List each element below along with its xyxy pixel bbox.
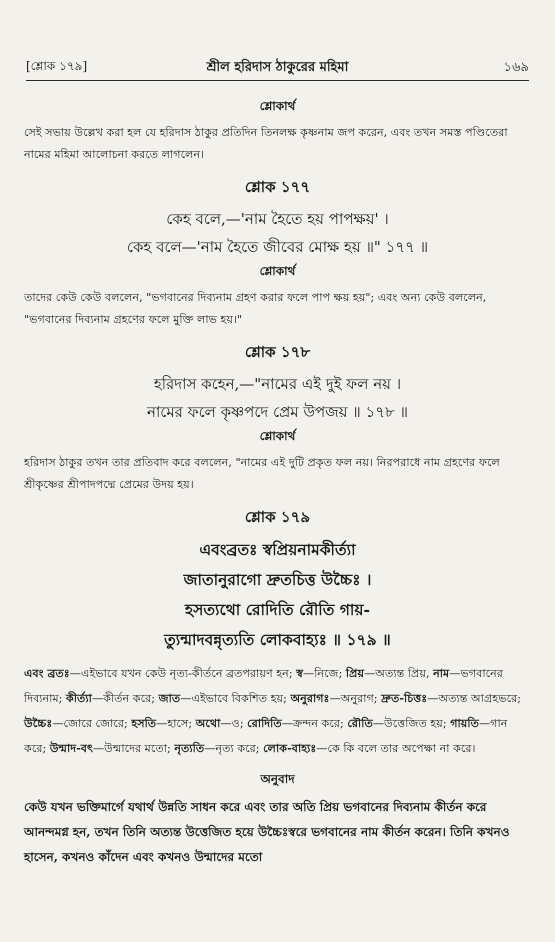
- synonym-term: উচ্চৈঃ: [24, 716, 53, 730]
- word-for-word-synonyms: [24, 661, 531, 761]
- translation-paragraph: সেই সভায় উল্লেখ করা হল যে হরিদাস ঠাকুর প্রতিদিন তিনলক্ষ কৃষ্ণনাম জপ করেন, এবং তখন সমস্ত পণ্ডিতেরা নামের মহিমা আলোচনা করতে লাগলেন।: [24, 126, 508, 161]
- synonym-meaning: —কীর্তন করে;: [91, 692, 159, 705]
- header-rule: [26, 80, 529, 81]
- synonym-term: হসতি: [131, 716, 157, 730]
- synonym-term: স্ব: [296, 666, 303, 680]
- synonym-term: রৌতি: [347, 716, 373, 730]
- synonym-meaning: —ও;: [220, 717, 248, 730]
- synonym-meaning: —জোরে জোরে;: [52, 717, 132, 730]
- synonym-term: অনুরাগঃ: [290, 691, 330, 705]
- translation-paragraph: হরিদাস ঠাকুর তখন তার প্রতিবাদ করে বললেন, "নামের এই দুটি প্রকৃত ফল নয়। নিরপরাধে নাম গ্রহণের ফলে শ্রীকৃষ্ণের শ্রীপাদপদ্মে প্রেমের উদয় হয়।: [24, 456, 500, 491]
- synonym-meaning: —উন্মাদের মতো;: [92, 742, 175, 755]
- synonym-meaning: —অত্যন্ত প্রিয়,: [364, 667, 434, 680]
- sanskrit-line: ত্যুন্মাদবন্নৃত্যতি লোকবাহ্যঃ ॥ ১৭৯ ॥: [164, 630, 391, 649]
- synonym-term: উন্মাদ-বৎ: [49, 741, 93, 755]
- verse-line: হরিদাস কহেন,—"নামের এই দুই ফল নয় ।: [153, 375, 402, 393]
- verse-number: শ্লোক ১৭৯: [244, 508, 311, 526]
- synonym-term: এবং ব্রতঃ: [24, 666, 70, 680]
- synonym-meaning: —গান করে;: [24, 717, 508, 755]
- synonym-term: নৃত্যতি: [174, 741, 205, 755]
- sanskrit-line: এবংব্রতঃ স্বপ্রিয়নামকীর্ত্যা: [199, 540, 356, 559]
- synonym-term: রোদিতি: [247, 716, 282, 730]
- verse-line: কেহ বলে—'নাম হৈতে জীবের মোক্ষ হয় ॥" ১৭৭ ॥: [126, 238, 429, 256]
- synonym-term: লোক-বাহ্যঃ: [263, 741, 317, 755]
- synonym-term: অথো: [195, 716, 221, 730]
- verse-number: শ্লোক ১৭৭: [244, 178, 311, 196]
- synonym-meaning: —নিজে;: [303, 667, 346, 680]
- synonym-meaning: —এইভাবে যখন কেউ নৃত্য-কীর্তনে ব্রতপরায়ণ হন;: [69, 667, 297, 680]
- header-title: শ্রীল হরিদাস ঠাকুরের মহিমা: [206, 60, 349, 75]
- sanskrit-line: জাতানুরাগো দ্রুতচিত্ত উচ্চৈঃ ।: [183, 570, 372, 589]
- synonym-term: গায়তি: [450, 716, 479, 730]
- verse-line: নামের ফলে কৃষ্ণপদে প্রেম উপজয় ॥ ১৭৮ ॥: [147, 403, 408, 421]
- translation-paragraph: কেউ যখন ভক্তিমার্গে যথার্থ উন্নতি সাধন করে এবং তার অতি প্রিয় ভগবানের দিব্যনাম কীর্তন করে আনন্দমগ্ন হন, তখন তিনি অত্যন্ত উত্তেজিত হয়ে উচ্চৈঃস্বরে ভগবানের নাম কীর্তন করেন। তিনি কখনও হাসেন, কখনও কাঁদেন এবং কখনও উন্মাদের মতো: [24, 800, 510, 864]
- verse-number: শ্লোক ১৭৮: [244, 343, 311, 361]
- synonym-meaning: —অত্যন্ত আগ্রহভরে;: [427, 692, 522, 705]
- synonym-meaning: —ভগবানের দিব্যনাম;: [24, 667, 503, 705]
- synonym-meaning: —উত্তেজিত হয়;: [372, 717, 451, 730]
- translation-paragraph: তাদের কেউ কেউ বললেন, "ভগবানের দিব্যনাম গ্রহণ করার ফলে পাপ ক্ষয় হয়"; এবং অন্য কেউ বললেন, "ভগবানের দিব্যনাম গ্রহণের ফলে মুক্তি লাভ হয়।": [24, 291, 487, 326]
- section-heading: শ্লোকার্থ: [259, 99, 296, 113]
- synonym-meaning: —ক্রন্দন করে;: [281, 717, 348, 730]
- page-number: ১৬৯: [503, 60, 529, 75]
- synonym-term: প্রিয়: [345, 666, 365, 680]
- running-header: [26, 58, 529, 80]
- section-heading: শ্লোকার্থ: [259, 264, 296, 278]
- synonym-meaning: —কে কি বলে তার অপেক্ষা না করে।: [316, 742, 476, 755]
- synonym-meaning: —নৃত্য করে;: [204, 742, 264, 755]
- section-heading: অনুবাদ: [260, 772, 295, 786]
- synonym-meaning: —হাসে;: [156, 717, 196, 730]
- synonym-term: দ্রুত-চিত্তঃ: [381, 691, 428, 705]
- verse-line: কেহ বলে,—'নাম হৈতে হয় পাপক্ষয়' ।: [166, 210, 389, 228]
- header-verse-ref: [শ্লোক ১৭৯]: [26, 59, 88, 73]
- page-content: [24, 96, 531, 870]
- synonym-meaning: —অনুরাগ;: [329, 692, 382, 705]
- synonym-meaning: —এইভাবে বিকশিত হয়;: [180, 692, 291, 705]
- synonym-term: কীর্ত্যা: [66, 691, 92, 705]
- synonym-term: নাম: [433, 666, 450, 680]
- synonym-term: জাত: [158, 691, 181, 705]
- sanskrit-line: হসত্যথো রোদিতি রৌতি গায়-: [185, 600, 370, 619]
- section-heading: শ্লোকার্থ: [259, 429, 296, 443]
